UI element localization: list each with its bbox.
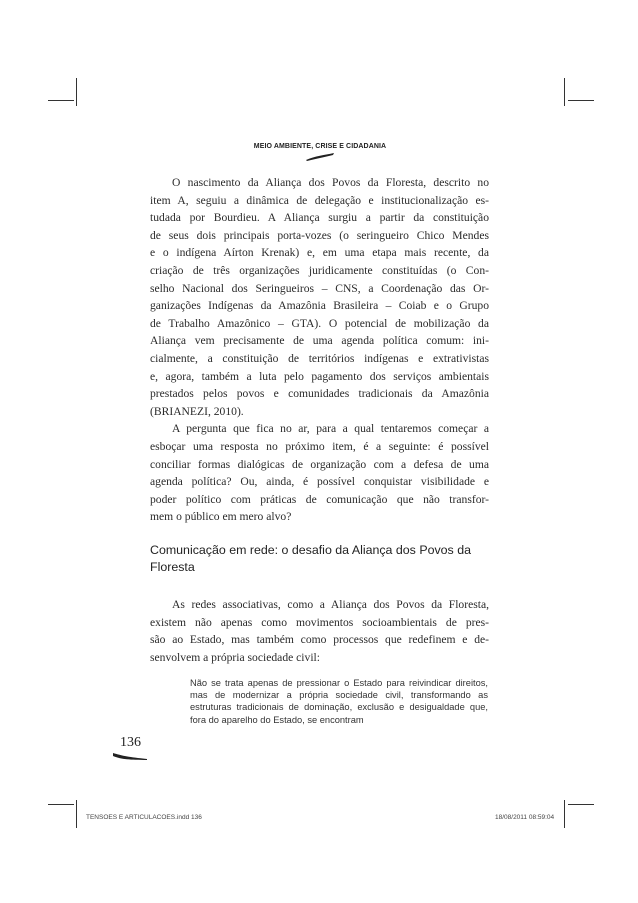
section-body-text (150, 596, 489, 666)
text-line: esboçar uma resposta no próximo item, é a seguinte: é possível (150, 439, 489, 453)
text-line: selho Nacional dos Seringueiros – CNS, a Coordenação das Or- (150, 281, 489, 295)
section-heading: Comunicação em rede: o desafio da Aliança dos Povos da Floresta (150, 543, 471, 574)
crop-mark-top-right-vertical (564, 78, 565, 106)
text-line: cialmente, a constituição de territórios indígenas e extrativistas (150, 351, 489, 365)
crop-mark-bottom-right-horizontal (568, 804, 594, 805)
text-line: de seus dois principais porta-vozes (o seringueiro Chico Mendes (150, 228, 489, 242)
text-line: criação de três organizações juridicamente constituídas (o Con- (150, 263, 489, 277)
text-line: mem o público em mero alvo? (150, 510, 292, 524)
text-line: A pergunta que fica no ar, para a qual tentaremos começar a (172, 422, 489, 436)
body-text (150, 174, 489, 526)
slug-timestamp: 18/08/2011 08:59:04 (495, 814, 555, 821)
text-line: (BRIANEZI, 2010). (150, 404, 244, 418)
crop-mark-top-left-vertical (76, 78, 77, 106)
page-number-swoosh-ornament (112, 752, 148, 762)
text-line: As redes associativas, como a Aliança dos Povos da Floresta, (172, 598, 489, 611)
text-line: de Trabalho Amazônico – GTA). O potencial de mobilização da (150, 316, 489, 330)
block-quote: Não se trata apenas de pressionar o Estado para reivindicar direitos, mas de modernizar a própria sociedade civil, transformando as estruturas tradicionais de dominação, exclusão e desigualdade que, fora do aparelho do Estado, se encontram (190, 678, 488, 725)
text-line: O nascimento da Aliança dos Povos da Floresta, descrito no (172, 176, 489, 189)
running-head: MEIO AMBIENTE, CRISE E CIDADANIA (253, 143, 387, 150)
crop-mark-top-left-horizontal (48, 100, 74, 101)
text-line: conciliar formas dialógicas de organização com a defesa de uma (150, 457, 489, 471)
text-line: e, agora, também a luta pelo pagamento dos serviços ambientais (150, 369, 489, 383)
text-line: senvolvem a própria sociedade civil: (150, 650, 320, 664)
text-line: e o indígena Aírton Krenak) e, em uma etapa mais recente, da (150, 246, 489, 260)
text-line: poder político com práticas de comunicação que não transfor- (150, 492, 489, 506)
text-line: agenda política? Ou, ainda, é possível conquistar visibilidade e (150, 475, 489, 489)
crop-mark-bottom-left-horizontal (48, 804, 74, 805)
text-line: prestados pelos povos e comunidades tradicionais da Amazônia (150, 387, 489, 401)
text-line: são ao Estado, mas também como processos que redefinem e de- (150, 633, 489, 647)
crop-mark-bottom-right-vertical (564, 800, 565, 828)
crop-mark-bottom-left-vertical (76, 800, 77, 828)
text-line: ganizações Indígenas da Amazônia Brasileira – Coiab e o Grupo (150, 299, 489, 313)
crop-mark-top-right-horizontal (568, 100, 594, 101)
running-head-swoosh-ornament (305, 152, 335, 162)
text-line: existem não apenas como movimentos socioambientais de pres- (150, 615, 489, 629)
text-line: item A, seguiu a dinâmica de delegação e institucionalização es- (150, 193, 489, 207)
paragraph-3 (150, 596, 489, 666)
text-line: Aliança vem precisamente de uma agenda política comum: ini- (150, 334, 489, 348)
text-line: tudada por Bourdieu. A Aliança surgiu a partir da constituição (150, 211, 489, 225)
paragraph-2 (150, 420, 489, 526)
page-number: 136 (120, 735, 141, 750)
paragraph-1 (150, 174, 489, 420)
slug-filename: TENSOES E ARTICULACOES.indd 136 (86, 814, 202, 821)
